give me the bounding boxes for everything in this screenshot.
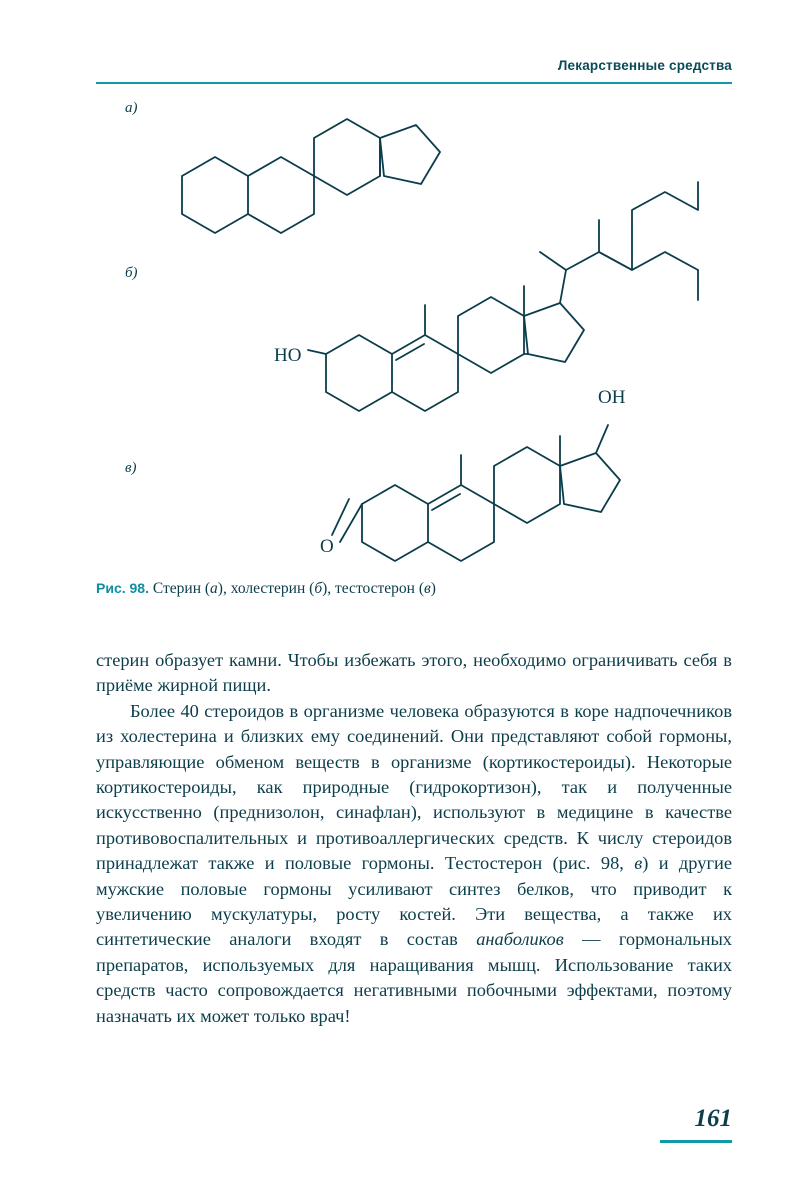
figure-caption-text-3: ), тестостерон ( — [322, 580, 425, 597]
figure-caption-number: Рис. 98. — [96, 580, 149, 596]
figure-caption-italic-a: а — [210, 580, 218, 597]
steroid-structures-diagram — [96, 92, 732, 592]
body-text — [96, 648, 732, 1029]
figure-caption-text-4: ) — [430, 580, 436, 597]
molecule-sterin — [182, 119, 440, 233]
paragraph-2-part-1: Более 40 стероидов в организме человека образуются в коре надпочечников из холестерина и близких ему соединений. Они представляют собой гормоны, управляющие обменом веществ в организме (кортикостероиды). Некоторые кортикостероиды, как природные (гидрокортизон), так и полученные искусственно (преднизолон, синафлан), используют в медицине в качестве противовоспалительных и противоаллергических средств. К числу стероидов принадлежат также и половые гормоны. Тестостерон (рис. 98, — [96, 700, 732, 874]
atom-label-ho: HO — [274, 345, 302, 366]
paragraph-2-italic-anabolic: анаболиков — [476, 929, 564, 950]
figure-caption — [96, 580, 732, 598]
atom-label-o: O — [320, 536, 334, 557]
figure-part-label-v: в) — [125, 460, 137, 476]
molecule-holesterin — [308, 182, 698, 411]
figure-part-label-b: б) — [125, 265, 138, 281]
running-header: Лекарственные средства — [557, 58, 732, 73]
header-divider — [96, 82, 732, 84]
figure-caption-text-2: ), холестерин ( — [217, 580, 315, 597]
page-number: 161 — [694, 1105, 732, 1132]
figure-98 — [96, 92, 732, 592]
paragraph-2-part-3: — гормональных препаратов, используемых для наращивания мышц. Использование таких средств часто сопровождается негативными побочными эффектами, поэтому назначать их может только врач! — [96, 929, 732, 1026]
footer-divider — [660, 1140, 732, 1143]
figure-part-label-a: а) — [125, 100, 138, 116]
paragraph-1: стерин образует камни. Чтобы избежать этого, необходимо ограничивать себя в приёме жирной пищи. — [96, 650, 732, 696]
paragraph-2-italic-v: в — [634, 853, 643, 874]
figure-caption-italic-b: б — [314, 580, 323, 597]
figure-caption-text-1: Стерин ( — [148, 580, 211, 597]
paragraph-2 — [96, 699, 732, 1029]
molecule-testosteron — [332, 425, 620, 561]
atom-label-oh: OH — [598, 387, 626, 408]
figure-caption-italic-v: в — [424, 580, 431, 597]
paragraph-2-part-2: ) и другие мужские половые гормоны усиливают синтез белков, что приводит к увеличению мускулатуры, росту костей. Эти вещества, а также их синтетические аналоги входят в состав — [96, 853, 732, 950]
